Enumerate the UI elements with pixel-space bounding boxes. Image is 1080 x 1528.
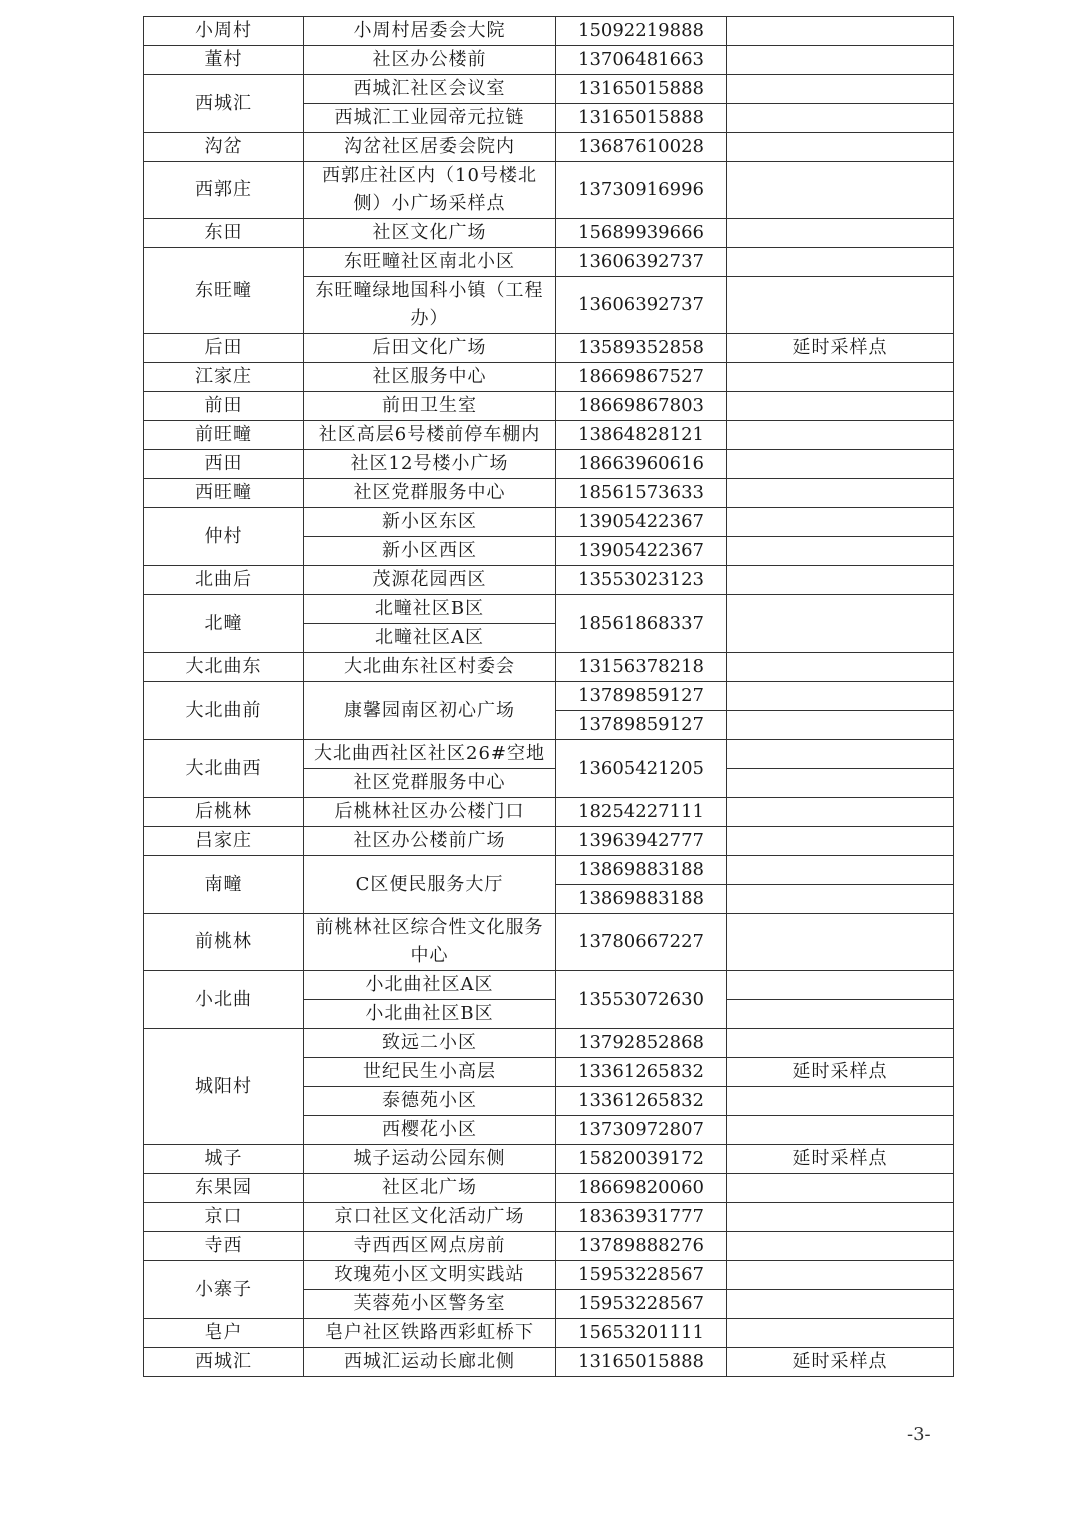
note-cell — [727, 75, 954, 104]
phone-cell: 13165015888 — [556, 75, 727, 104]
site-cell: 玫瑰苑小区文明实践站 — [304, 1261, 556, 1290]
community-cell: 沟岔 — [144, 133, 304, 162]
table-row — [144, 682, 954, 711]
table-row — [144, 1261, 954, 1290]
phone-cell: 13165015888 — [556, 104, 727, 133]
table-row — [144, 219, 954, 248]
community-cell: 寺西 — [144, 1232, 304, 1261]
phone-cell: 13553023123 — [556, 566, 727, 595]
community-cell: 大北曲东 — [144, 653, 304, 682]
table-row — [144, 392, 954, 421]
phone-cell: 13687610028 — [556, 133, 727, 162]
phone-cell: 18561573633 — [556, 479, 727, 508]
community-cell: 东田 — [144, 219, 304, 248]
phone-cell: 18663960616 — [556, 450, 727, 479]
community-cell: 后桃林 — [144, 798, 304, 827]
community-cell: 小寨子 — [144, 1261, 304, 1319]
community-cell: 西田 — [144, 450, 304, 479]
site-cell: 世纪民生小高层 — [304, 1058, 556, 1087]
table-row — [144, 133, 954, 162]
community-cell: 城阳村 — [144, 1029, 304, 1145]
phone-cell: 18669820060 — [556, 1174, 727, 1203]
note-cell — [727, 392, 954, 421]
table-row — [144, 1319, 954, 1348]
community-cell: 南疃 — [144, 856, 304, 914]
table-row — [144, 827, 954, 856]
phone-cell: 13361265832 — [556, 1058, 727, 1087]
note-cell — [727, 1000, 954, 1029]
site-cell: 新小区东区 — [304, 508, 556, 537]
site-cell: 社区办公楼前 — [304, 46, 556, 75]
phone-cell: 13789859127 — [556, 711, 727, 740]
note-cell — [727, 537, 954, 566]
community-cell: 北曲后 — [144, 566, 304, 595]
note-cell — [727, 421, 954, 450]
note-cell — [727, 277, 954, 334]
note-cell — [727, 1116, 954, 1145]
site-cell: 后桃林社区办公楼门口 — [304, 798, 556, 827]
note-cell — [727, 914, 954, 971]
site-cell: 社区文化广场 — [304, 219, 556, 248]
table-row — [144, 1029, 954, 1058]
site-cell: 西郭庄社区内（10号楼北侧）小广场采样点 — [304, 162, 556, 219]
note-cell — [727, 248, 954, 277]
phone-cell: 15820039172 — [556, 1145, 727, 1174]
community-cell: 西旺疃 — [144, 479, 304, 508]
note-cell — [727, 769, 954, 798]
phone-cell: 13156378218 — [556, 653, 727, 682]
phone-cell: 13963942777 — [556, 827, 727, 856]
community-cell: 小周村 — [144, 17, 304, 46]
phone-cell: 13864828121 — [556, 421, 727, 450]
table-row — [144, 971, 954, 1000]
table-row — [144, 421, 954, 450]
site-cell: 城子运动公园东侧 — [304, 1145, 556, 1174]
site-cell: 社区高层6号楼前停车棚内 — [304, 421, 556, 450]
site-cell: 社区12号楼小广场 — [304, 450, 556, 479]
site-cell: 东旺疃社区南北小区 — [304, 248, 556, 277]
note-cell — [727, 566, 954, 595]
site-cell: 茂源花园西区 — [304, 566, 556, 595]
phone-cell: 15953228567 — [556, 1290, 727, 1319]
note-cell — [727, 1029, 954, 1058]
site-cell: 社区北广场 — [304, 1174, 556, 1203]
phone-cell: 15953228567 — [556, 1261, 727, 1290]
community-cell: 董村 — [144, 46, 304, 75]
table-row — [144, 248, 954, 277]
table-row — [144, 162, 954, 219]
phone-cell: 13789888276 — [556, 1232, 727, 1261]
community-cell: 大北曲西 — [144, 740, 304, 798]
community-cell: 仲村 — [144, 508, 304, 566]
table-row — [144, 363, 954, 392]
site-cell: 小北曲社区A区 — [304, 971, 556, 1000]
note-cell — [727, 1174, 954, 1203]
note-cell — [727, 104, 954, 133]
phone-cell: 13905422367 — [556, 537, 727, 566]
community-cell: 江家庄 — [144, 363, 304, 392]
note-cell — [727, 479, 954, 508]
site-cell: 社区服务中心 — [304, 363, 556, 392]
note-cell — [727, 653, 954, 682]
phone-cell: 13869883188 — [556, 885, 727, 914]
site-cell: 小周村居委会大院 — [304, 17, 556, 46]
note-cell — [727, 162, 954, 219]
site-cell: 西樱花小区 — [304, 1116, 556, 1145]
site-cell: 芙蓉苑小区警务室 — [304, 1290, 556, 1319]
table-row — [144, 508, 954, 537]
note-cell — [727, 17, 954, 46]
phone-cell: 13905422367 — [556, 508, 727, 537]
note-cell — [727, 798, 954, 827]
community-cell: 大北曲前 — [144, 682, 304, 740]
note-cell — [727, 827, 954, 856]
note-cell — [727, 682, 954, 711]
site-cell: 致远二小区 — [304, 1029, 556, 1058]
note-cell — [727, 1319, 954, 1348]
site-cell: 新小区西区 — [304, 537, 556, 566]
community-cell: 前田 — [144, 392, 304, 421]
table-row — [144, 46, 954, 75]
table-row — [144, 17, 954, 46]
community-cell: 东果园 — [144, 1174, 304, 1203]
site-cell: 北疃社区B区 — [304, 595, 556, 624]
site-cell: 沟岔社区居委会院内 — [304, 133, 556, 162]
phone-cell: 18254227111 — [556, 798, 727, 827]
table-row — [144, 450, 954, 479]
table-row — [144, 595, 954, 624]
note-cell — [727, 1261, 954, 1290]
community-cell: 北疃 — [144, 595, 304, 653]
sampling-site-table — [143, 16, 954, 1377]
table-row — [144, 1232, 954, 1261]
note-cell: 延时采样点 — [727, 1145, 954, 1174]
note-cell — [727, 595, 954, 653]
community-cell: 后田 — [144, 334, 304, 363]
site-cell: 前田卫生室 — [304, 392, 556, 421]
site-cell: 西城汇社区会议室 — [304, 75, 556, 104]
site-cell: 社区党群服务中心 — [304, 479, 556, 508]
phone-cell: 13606392737 — [556, 248, 727, 277]
phone-cell: 18363931777 — [556, 1203, 727, 1232]
site-cell: 寺西西区网点房前 — [304, 1232, 556, 1261]
phone-cell: 13361265832 — [556, 1087, 727, 1116]
community-cell: 西城汇 — [144, 75, 304, 133]
table-row — [144, 914, 954, 971]
site-cell: 东旺疃绿地国科小镇（工程办） — [304, 277, 556, 334]
note-cell — [727, 1290, 954, 1319]
community-cell: 东旺疃 — [144, 248, 304, 334]
phone-cell: 18561868337 — [556, 595, 727, 653]
site-cell: 前桃林社区综合性文化服务中心 — [304, 914, 556, 971]
site-cell: 大北曲东社区村委会 — [304, 653, 556, 682]
community-cell: 城子 — [144, 1145, 304, 1174]
note-cell — [727, 1087, 954, 1116]
site-cell: 京口社区文化活动广场 — [304, 1203, 556, 1232]
community-cell: 前旺疃 — [144, 421, 304, 450]
site-cell: C区便民服务大厅 — [304, 856, 556, 914]
note-cell — [727, 46, 954, 75]
table-row — [144, 1174, 954, 1203]
phone-cell: 13605421205 — [556, 740, 727, 798]
table-row — [144, 1203, 954, 1232]
note-cell: 延时采样点 — [727, 334, 954, 363]
community-cell: 西郭庄 — [144, 162, 304, 219]
table-row — [144, 566, 954, 595]
phone-cell: 13730916996 — [556, 162, 727, 219]
site-cell: 泰德苑小区 — [304, 1087, 556, 1116]
phone-cell: 13730972807 — [556, 1116, 727, 1145]
table-row — [144, 1348, 954, 1377]
note-cell — [727, 711, 954, 740]
site-cell: 小北曲社区B区 — [304, 1000, 556, 1029]
table-row — [144, 740, 954, 769]
table-row — [144, 75, 954, 104]
note-cell: 延时采样点 — [727, 1058, 954, 1087]
table-row — [144, 856, 954, 885]
phone-cell: 13606392737 — [556, 277, 727, 334]
site-cell: 西城汇运动长廊北侧 — [304, 1348, 556, 1377]
note-cell — [727, 885, 954, 914]
phone-cell: 13789859127 — [556, 682, 727, 711]
community-cell: 皂户 — [144, 1319, 304, 1348]
phone-cell: 13706481663 — [556, 46, 727, 75]
community-cell: 西城汇 — [144, 1348, 304, 1377]
phone-cell: 13553072630 — [556, 971, 727, 1029]
phone-cell: 18669867803 — [556, 392, 727, 421]
phone-cell: 13792852868 — [556, 1029, 727, 1058]
page-number: -3- — [907, 1424, 931, 1445]
note-cell — [727, 1203, 954, 1232]
phone-cell: 13589352858 — [556, 334, 727, 363]
site-cell: 大北曲西社区社区26#空地 — [304, 740, 556, 769]
table-row — [144, 653, 954, 682]
note-cell — [727, 133, 954, 162]
note-cell — [727, 856, 954, 885]
phone-cell: 15092219888 — [556, 17, 727, 46]
table-row — [144, 479, 954, 508]
site-cell: 社区办公楼前广场 — [304, 827, 556, 856]
phone-cell: 13165015888 — [556, 1348, 727, 1377]
table-row — [144, 1145, 954, 1174]
note-cell: 延时采样点 — [727, 1348, 954, 1377]
site-cell: 北疃社区A区 — [304, 624, 556, 653]
site-cell: 后田文化广场 — [304, 334, 556, 363]
note-cell — [727, 219, 954, 248]
note-cell — [727, 508, 954, 537]
note-cell — [727, 450, 954, 479]
table-row — [144, 798, 954, 827]
note-cell — [727, 971, 954, 1000]
note-cell — [727, 1232, 954, 1261]
site-cell: 康馨园南区初心广场 — [304, 682, 556, 740]
phone-cell: 13869883188 — [556, 856, 727, 885]
table-row — [144, 334, 954, 363]
site-cell: 西城汇工业园帝元拉链 — [304, 104, 556, 133]
note-cell — [727, 740, 954, 769]
phone-cell: 18669867527 — [556, 363, 727, 392]
community-cell: 小北曲 — [144, 971, 304, 1029]
community-cell: 前桃林 — [144, 914, 304, 971]
community-cell: 京口 — [144, 1203, 304, 1232]
site-cell: 社区党群服务中心 — [304, 769, 556, 798]
site-cell: 皂户社区铁路西彩虹桥下 — [304, 1319, 556, 1348]
phone-cell: 15689939666 — [556, 219, 727, 248]
phone-cell: 15653201111 — [556, 1319, 727, 1348]
phone-cell: 13780667227 — [556, 914, 727, 971]
note-cell — [727, 363, 954, 392]
community-cell: 吕家庄 — [144, 827, 304, 856]
